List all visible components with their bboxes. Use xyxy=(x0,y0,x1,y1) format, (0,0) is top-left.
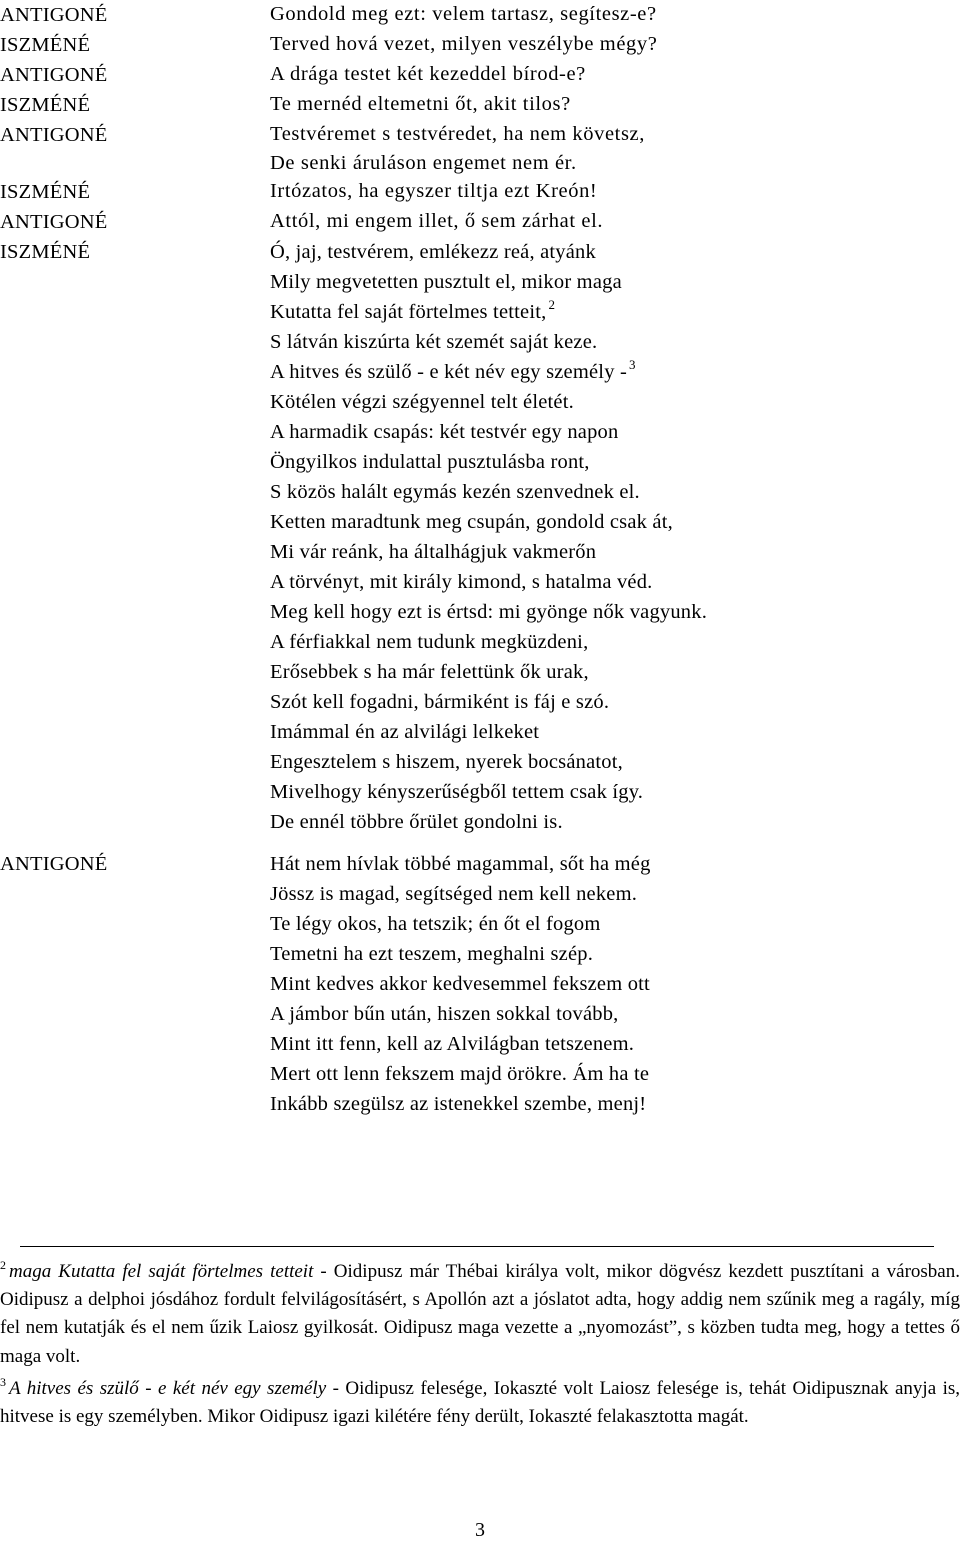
verse-line xyxy=(270,627,960,657)
verse-text: Engesztelem s hiszem, nyerek bocsánatot, xyxy=(270,751,623,774)
verse-text: Terved hová vezet, milyen veszélybe mégy? xyxy=(270,33,658,55)
speaker-name: ANTIGONÉ xyxy=(0,211,108,234)
verse-text: Jössz is magad, segítséged nem kell nekem. xyxy=(270,883,638,906)
verse-line xyxy=(270,567,960,597)
verse-text: Hát nem hívlak többé magammal, sőt ha még xyxy=(270,853,651,876)
verse-lines xyxy=(270,60,960,89)
verse-line xyxy=(270,477,960,507)
dialogue-block xyxy=(0,90,960,120)
speaker-name: ISZMÉNÉ xyxy=(0,181,91,204)
verse-text: Testvéremet s testvéredet, ha nem követsz, xyxy=(270,123,645,145)
dialogue-block xyxy=(0,207,960,237)
footnote xyxy=(0,1258,960,1371)
verse-line xyxy=(270,30,960,59)
verse-line xyxy=(270,999,960,1029)
verse-text: Öngyilkos indulattal pusztulásba ront, xyxy=(270,451,590,474)
verse-text: Gondold meg ezt: velem tartasz, segítesz-e? xyxy=(270,3,657,25)
footnote-ref[interactable]: 3 xyxy=(629,357,636,373)
verse-line xyxy=(270,879,960,909)
verse-line xyxy=(270,207,960,236)
verse-line xyxy=(270,0,960,29)
verse-lines xyxy=(270,90,960,119)
verse-lines xyxy=(270,849,960,1119)
verse-line xyxy=(270,1059,960,1089)
verse-text: Te mernéd eltemetni őt, akit tilos? xyxy=(270,93,571,115)
verse-lines xyxy=(270,177,960,206)
verse-line xyxy=(270,60,960,89)
verse-line xyxy=(270,120,960,149)
verse-text: A jámbor bűn után, hiszen sokkal tovább, xyxy=(270,1003,619,1026)
verse-line xyxy=(270,747,960,777)
verse-text: Ó, jaj, testvérem, emlékezz reá, atyánk xyxy=(270,241,596,264)
verse-lines xyxy=(270,0,960,29)
verse-lines xyxy=(270,30,960,59)
dialogue-block xyxy=(0,177,960,207)
verse-text: Kutatta fel saját förtelmes tetteit, xyxy=(270,301,547,324)
verse-line xyxy=(270,1029,960,1059)
verse-text: A harmadik csapás: két testvér egy napon xyxy=(270,421,619,444)
verse-line xyxy=(270,939,960,969)
speaker-name: ISZMÉNÉ xyxy=(0,94,91,116)
verse-line xyxy=(270,777,960,807)
dialogue-block xyxy=(0,120,960,177)
verse-line xyxy=(270,969,960,999)
verse-line xyxy=(270,849,960,879)
verse-lines xyxy=(270,207,960,236)
footnote-lemma: A hitves és szülő - e két név egy személy xyxy=(9,1377,327,1399)
verse-line xyxy=(270,327,960,357)
footnote-number: 3 xyxy=(0,1374,6,1389)
verse-line xyxy=(270,537,960,567)
verse-line xyxy=(270,417,960,447)
verse-lines xyxy=(270,237,960,837)
verse-text: Mi vár reánk, ha általhágjuk vakmerőn xyxy=(270,541,597,564)
verse-line xyxy=(270,237,960,267)
dialogue-block xyxy=(0,0,960,30)
verse-text: Mivelhogy kényszerűségből tettem csak így. xyxy=(270,781,644,804)
verse-text: Ketten maradtunk meg csupán, gondold csak át, xyxy=(270,511,673,534)
dialogue-block xyxy=(0,60,960,90)
verse-text: Attól, mi engem illet, ő sem zárhat el. xyxy=(270,210,604,233)
footnote-text: - Oidipusz már Thébai királya volt, mikor dögvész kezdett pusztítani a városban. Oidipusz a delphoi jósdához fordult felvilágosításért, s Apollón azt a jóslatot adta, hogy addig nem szűnik meg a ragály, míg fel nem kutatják és el nem űzik Laiosz gyilkosát. Oidipusz maga vezette a „nyomozást”, s közben tudta meg, hogy a tettes ő maga volt. xyxy=(0,1261,960,1367)
verse-text: A drága testet két kezeddel bírod-e? xyxy=(270,63,586,85)
footnote-ref[interactable]: 2 xyxy=(548,297,556,313)
verse-text: Inkább szegülsz az istenekkel szembe, menj! xyxy=(270,1093,647,1116)
dialogue-block xyxy=(0,237,960,837)
verse-text: A hitves és szülő - e két név egy személy - xyxy=(270,361,627,384)
verse-text: Te légy okos, ha tetszik; én őt el fogom xyxy=(270,913,601,936)
dialogue-block xyxy=(0,849,960,1119)
footnote-lemma: maga Kutatta fel saját förtelmes tetteit xyxy=(9,1261,314,1282)
verse-line xyxy=(270,297,960,327)
verse-line xyxy=(270,717,960,747)
verse-text: A férfiakkal nem tudunk megküzdeni, xyxy=(270,631,589,654)
verse-text: Imámmal én az alvilági lelkeket xyxy=(270,721,540,744)
verse-text: Mint itt fenn, kell az Alvilágban tetszenem. xyxy=(270,1033,635,1056)
block-gap xyxy=(0,837,960,849)
speaker-name: ANTIGONÉ xyxy=(0,853,108,876)
verse-text: S közös halált egymás kezén szenvednek el. xyxy=(270,481,640,504)
verse-line xyxy=(270,1089,960,1119)
verse-text: Kötélen végzi szégyennel telt életét. xyxy=(270,391,574,414)
verse-line xyxy=(270,657,960,687)
verse-line xyxy=(270,807,960,837)
footnote-rule xyxy=(20,1246,934,1247)
footnote-text: - Oidipusz felesége, Iokaszté volt Laiosz felesége is, tehát Oidipusznak anyja is, hitvese is egy személyben. Mikor Oidipusz igazi kilétére fény derült, Iokaszté felakasztotta magát. xyxy=(0,1377,960,1428)
speaker-name: ISZMÉNÉ xyxy=(0,34,91,56)
verse-line xyxy=(270,447,960,477)
verse-text: Mint kedves akkor kedvesemmel fekszem ott xyxy=(270,973,650,996)
verse-lines xyxy=(270,120,960,177)
verse-line xyxy=(270,387,960,417)
speaker-name: ISZMÉNÉ xyxy=(0,241,91,264)
dialogue-block xyxy=(0,30,960,60)
footnote xyxy=(0,1375,960,1431)
verse-text: Meg kell hogy ezt is értsd: mi gyönge nők vagyunk. xyxy=(270,601,708,624)
verse-line xyxy=(270,177,960,206)
verse-text: Erősebbek s ha már felettünk ők urak, xyxy=(270,661,589,684)
verse-line xyxy=(270,597,960,627)
verse-line xyxy=(270,149,960,178)
verse-line xyxy=(270,687,960,717)
verse-text: Mily megvetetten pusztult el, mikor maga xyxy=(270,271,622,294)
footnote-number: 2 xyxy=(0,1258,6,1272)
speaker-name: ANTIGONÉ xyxy=(0,124,108,146)
verse-line xyxy=(270,267,960,297)
speaker-name: ANTIGONÉ xyxy=(0,4,108,26)
verse-text: Irtózatos, ha egyszer tiltja ezt Kreón! xyxy=(270,180,598,203)
verse-text: Szót kell fogadni, bármiként is fáj e szó. xyxy=(270,691,610,714)
verse-line xyxy=(270,909,960,939)
verse-line xyxy=(270,357,960,387)
verse-text: S látván kiszúrta két szemét saját keze. xyxy=(270,331,598,354)
page-number: 3 xyxy=(475,1519,485,1541)
verse-line xyxy=(270,90,960,119)
speaker-name: ANTIGONÉ xyxy=(0,64,108,86)
verse-line xyxy=(270,507,960,537)
verse-text: Mert ott lenn fekszem majd örökre. Ám ha te xyxy=(270,1063,650,1086)
verse-text: De senki áruláson engemet nem ér. xyxy=(270,151,577,174)
verse-text: De ennél többre őrület gondolni is. xyxy=(270,811,563,834)
verse-text: Temetni ha ezt teszem, meghalni szép. xyxy=(270,943,594,966)
footnotes xyxy=(0,1258,960,1431)
verse-text: A törvényt, mit király kimond, s hatalma véd. xyxy=(270,571,653,594)
